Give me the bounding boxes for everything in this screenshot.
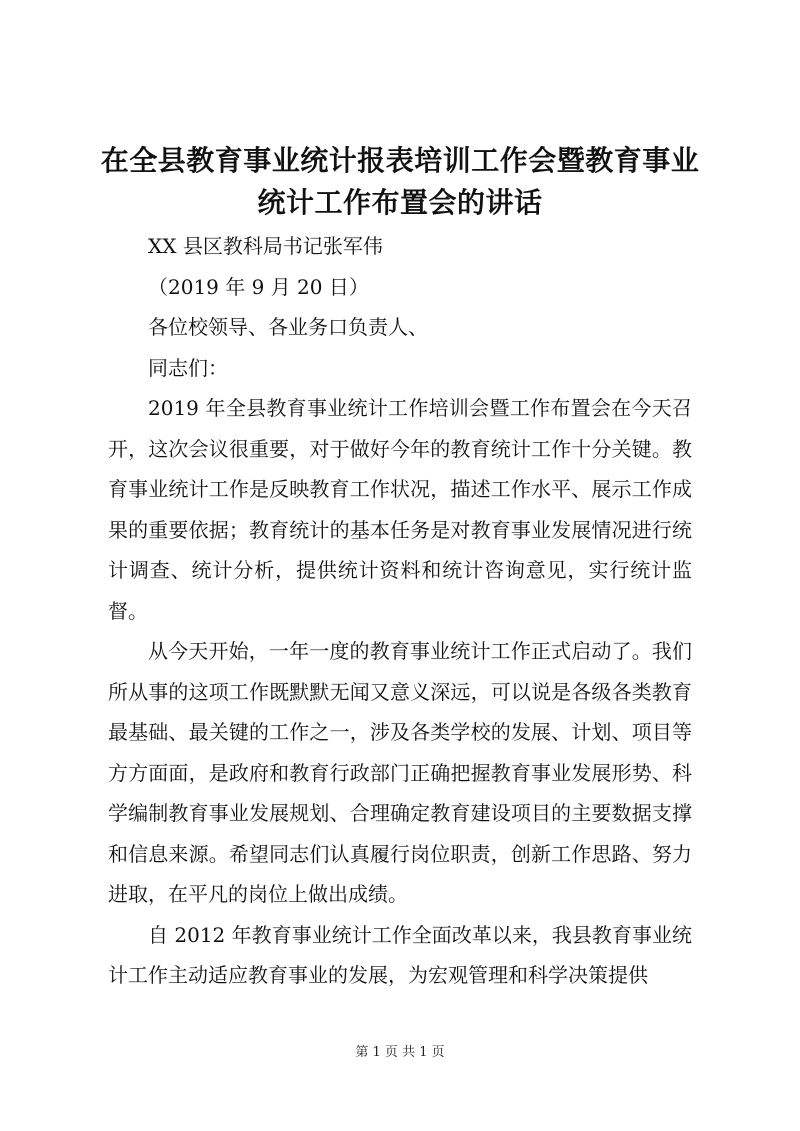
author-line: XX 县区教科局书记张军伟 [148,234,383,258]
document-title: 在全县教育事业统计报表培训工作会暨教育事业统计工作布置会的讲话 [100,144,700,219]
salutation-line: 各位校领导、各业务口负责人、 [148,315,428,339]
salutation-line: 同志们： [148,355,228,380]
body-paragraph: 从今天开始，一年一度的教育事业统计工作正式启动了。我们所从事的这项工作既默默无闻又意义深远，可以说是各级各类教育最基础、最关键的工作之一，涉及各类学校的发展、计划、项目等方方面面，是政府和教育行政部门正确把握教育事业发展形势、科学编制教育事业发展规划、合理确定教育建设项目的主要数据支撑和信息来源。希望同志们认真履行岗位职责，创新工作思路、努力进取，在平凡的岗位上做出成绩。 [108,639,692,906]
page-number-footer: 第 1 页 共 1 页 [355,1045,445,1060]
body-paragraph: 自 2012 年教育事业统计工作全面改革以来，我县教育事业统计工作主动适应教育事业的发展，为宏观管理和科学决策提供 [108,922,692,987]
body-paragraph: 2019 年全县教育事业统计工作培训会暨工作布置会在今天召开，这次会议很重要，对于做好今年的教育统计工作十分关键。教育事业统计工作是反映教育工作状况，描述工作水平、展示工作成果的重要依据；教育统计的基本任务是对教育事业发展情况进行统计调查、统计分析，提供统计资料和统计咨询意见，实行统计监督。 [108,396,692,623]
date-line: （2019 年 9 月 20 日） [148,274,369,299]
document-body [108,226,692,996]
